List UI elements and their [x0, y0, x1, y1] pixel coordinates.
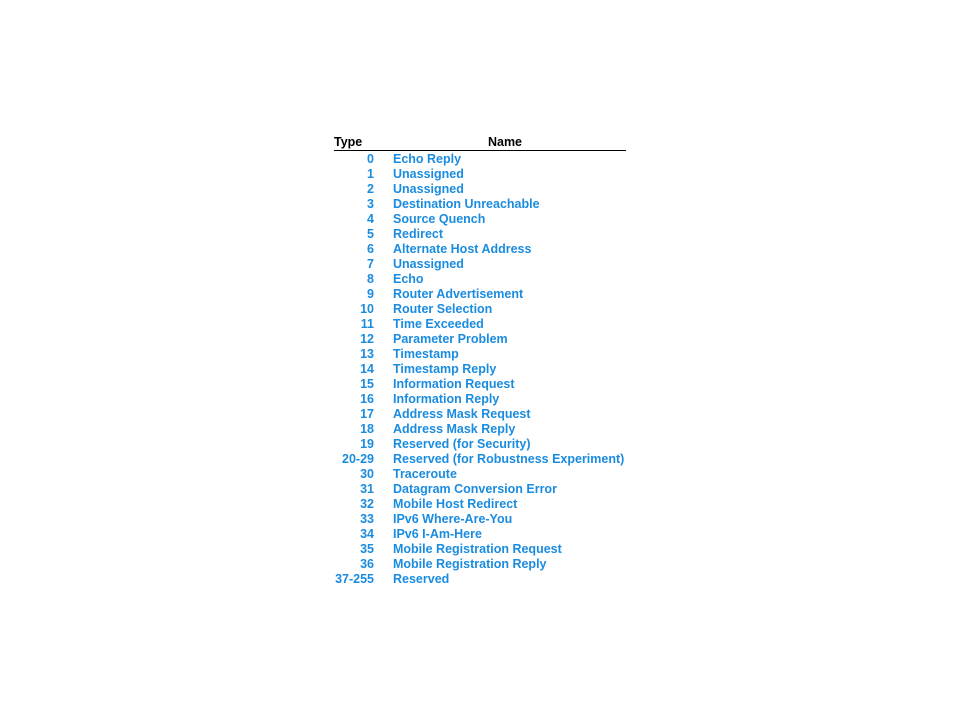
type-cell: 17 — [360, 407, 374, 421]
type-cell: 33 — [360, 512, 374, 526]
type-cell: 13 — [360, 347, 374, 361]
name-cell: Time Exceeded — [393, 317, 484, 331]
name-cell: Timestamp Reply — [393, 362, 497, 376]
name-cell: Mobile Registration Reply — [393, 557, 547, 571]
table-row — [334, 527, 626, 542]
type-cell: 11 — [360, 317, 374, 331]
table-row — [334, 362, 626, 377]
name-cell: Information Request — [393, 377, 515, 391]
name-cell: IPv6 Where-Are-You — [393, 512, 513, 526]
type-cell: 8 — [367, 272, 374, 286]
type-cell: 37-255 — [335, 572, 374, 586]
name-cell: Unassigned — [393, 167, 464, 181]
type-cell: 12 — [360, 332, 374, 346]
table-row — [334, 242, 626, 257]
table-row — [334, 467, 626, 482]
icmp-type-table — [334, 134, 626, 587]
name-cell: Redirect — [393, 227, 444, 241]
name-cell: Reserved (for Security) — [393, 437, 531, 451]
table-row — [334, 452, 626, 467]
column-header-type: Type — [334, 135, 363, 149]
type-cell: 31 — [360, 482, 374, 496]
type-cell: 34 — [360, 527, 374, 541]
name-cell: Parameter Problem — [393, 332, 508, 346]
type-cell: 20-29 — [342, 452, 374, 466]
table-row — [334, 512, 626, 527]
table-row — [334, 272, 626, 287]
table-row — [334, 542, 626, 557]
name-cell: Reserved — [393, 572, 450, 586]
type-cell: 6 — [367, 242, 374, 256]
name-cell: Router Selection — [393, 302, 493, 316]
table-body — [334, 151, 626, 587]
name-cell: Information Reply — [393, 392, 500, 406]
type-cell: 30 — [360, 467, 374, 481]
name-cell: Router Advertisement — [393, 287, 524, 301]
type-cell: 18 — [360, 422, 374, 436]
type-cell: 7 — [367, 257, 374, 271]
name-cell: Datagram Conversion Error — [393, 482, 557, 496]
table-row — [334, 317, 626, 332]
table-row — [334, 197, 626, 212]
table-row — [334, 482, 626, 497]
type-cell: 4 — [367, 212, 374, 226]
type-cell: 32 — [360, 497, 374, 511]
table-row — [334, 422, 626, 437]
table-header — [334, 134, 626, 151]
type-cell: 14 — [360, 362, 374, 376]
name-cell: Echo — [393, 272, 424, 286]
type-cell: 16 — [360, 392, 374, 406]
type-cell: 36 — [360, 557, 374, 571]
name-cell: Mobile Registration Request — [393, 542, 562, 556]
table-row — [334, 212, 626, 227]
name-cell: Source Quench — [393, 212, 486, 226]
table-row — [334, 572, 626, 587]
type-cell: 15 — [360, 377, 374, 391]
table-row — [334, 302, 626, 317]
table-row — [334, 392, 626, 407]
table-row — [334, 152, 626, 167]
table-row — [334, 332, 626, 347]
type-cell: 3 — [367, 197, 374, 211]
table-row — [334, 497, 626, 512]
name-cell: Destination Unreachable — [393, 197, 540, 211]
name-cell: Mobile Host Redirect — [393, 497, 518, 511]
name-cell: Address Mask Request — [393, 407, 531, 421]
table-row — [334, 557, 626, 572]
name-cell: Timestamp — [393, 347, 459, 361]
column-header-name: Name — [487, 135, 523, 149]
table-row — [334, 347, 626, 362]
type-cell: 0 — [367, 152, 374, 166]
name-cell: Echo Reply — [393, 152, 462, 166]
type-cell: 35 — [360, 542, 374, 556]
table-row — [334, 182, 626, 197]
name-cell: Traceroute — [393, 467, 457, 481]
table-row — [334, 287, 626, 302]
table-row — [334, 227, 626, 242]
name-cell: Reserved (for Robustness Experiment) — [393, 452, 625, 466]
type-cell: 1 — [367, 167, 374, 181]
type-cell: 2 — [367, 182, 374, 196]
name-cell: Unassigned — [393, 257, 464, 271]
name-cell: IPv6 I-Am-Here — [393, 527, 482, 541]
table-row — [334, 437, 626, 452]
type-cell: 19 — [360, 437, 374, 451]
name-cell: Unassigned — [393, 182, 464, 196]
table-row — [334, 377, 626, 392]
table-row — [334, 407, 626, 422]
type-cell: 9 — [367, 287, 374, 301]
table-row — [334, 167, 626, 182]
table-row — [334, 257, 626, 272]
type-cell: 10 — [360, 302, 374, 316]
name-cell: Alternate Host Address — [393, 242, 532, 256]
type-cell: 5 — [367, 227, 374, 241]
name-cell: Address Mask Reply — [393, 422, 516, 436]
